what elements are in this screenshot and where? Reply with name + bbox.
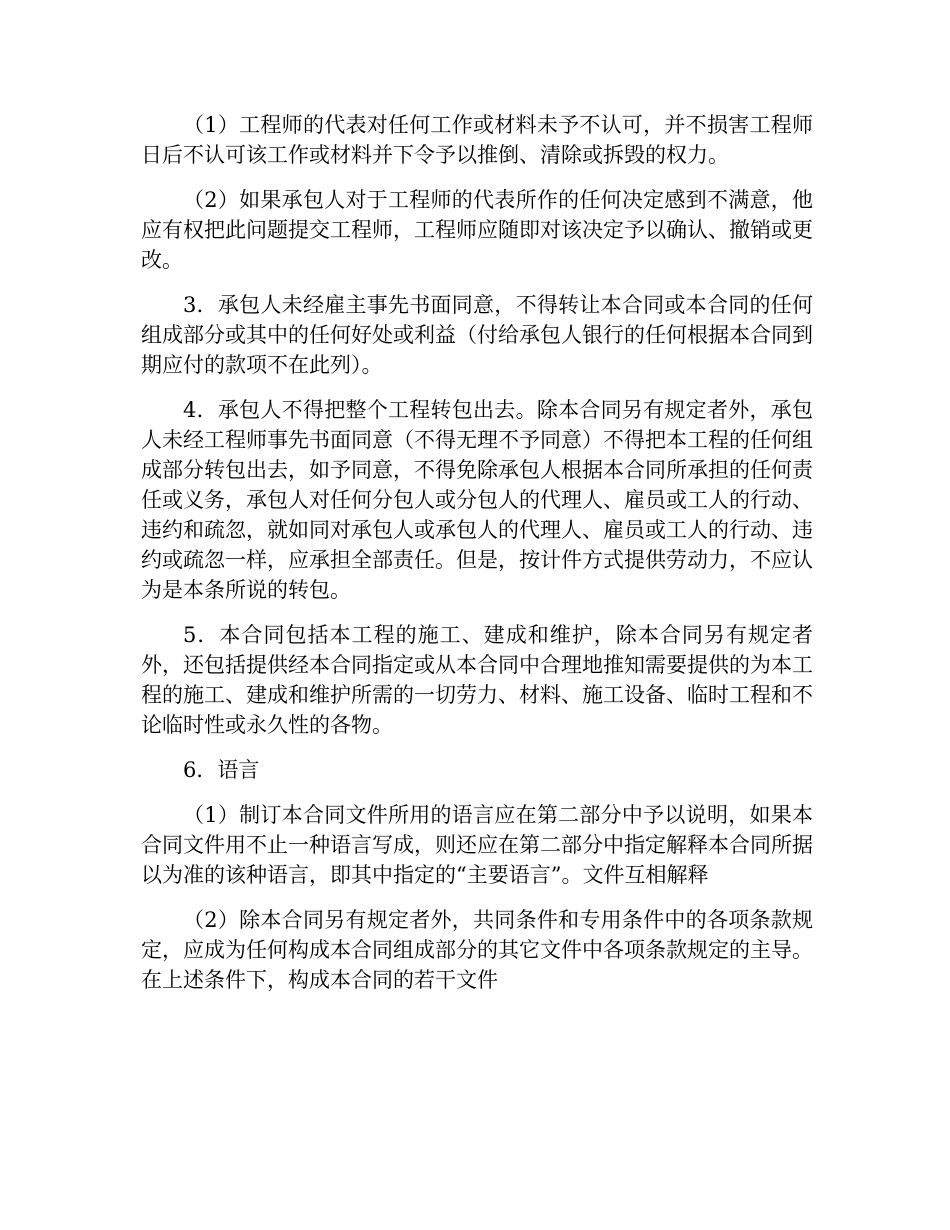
paragraph-engineer-representative-disapproval: （1）工程师的代表对任何工作或材料未予不认可，并不损害工程师日后不认可该工作或材料并下令予以推倒、清除或拆毁的权力。 — [141, 113, 813, 167]
section-heading-language: 6．语言 — [183, 758, 260, 782]
paragraph-document-priority: （2）除本合同另有规定者外，共同条件和专用条件中的各项条款规定，应成为任何构成本合同组成部分的其它文件中各项条款规定的主导。在上述条件下，构成本合同的若干文件 — [141, 908, 813, 992]
paragraph-contract-scope: 5．本合同包括本工程的施工、建成和维护，除本合同另有规定者外，还包括提供经本合同指定或从本合同中合理地推知需要提供的为本工程的施工、建成和维护所需的一切劳力、材料、施工设备、临时工程和不论临时性或永久性的各物。 — [141, 623, 813, 737]
paragraph-subcontracting: 4．承包人不得把整个工程转包出去。除本合同另有规定者外，承包人未经工程师事先书面同意（不得无理不予同意）不得把本工程的任何组成部分转包出去，如予同意，不得免除承包人根据本合同所承担的任何责任或义务，承包人对任何分包人或分包人的代理人、雇员或工人的行动、违约和疏忽，就如同对承包人或承包人的代理人、雇员或工人的行动、违约或疏忽一样，应承担全部责任。但是，按计件方式提供劳动力，不应认为是本条所说的转包。 — [141, 398, 813, 602]
contract-text-body — [141, 110, 813, 1010]
paragraph-assignment: 3．承包人未经雇主事先书面同意，不得转让本合同或本合同的任何组成部分或其中的任何好处或利益（付给承包人银行的任何根据本合同到期应付的款项不在此列）。 — [141, 293, 813, 377]
paragraph-contractor-dissatisfaction: （2）如果承包人对于工程师的代表所作的任何决定感到不满意，他应有权把此问题提交工程师，工程师应随即对该决定予以确认、撤销或更改。 — [141, 188, 813, 272]
paragraph-contract-language: （1）制订本合同文件所用的语言应在第二部分中予以说明，如果本合同文件用不止一种语言写成，则还应在第二部分中指定解释本合同所据以为准的该种语言，即其中指定的“主要语言”。文件互相解释 — [141, 803, 813, 887]
